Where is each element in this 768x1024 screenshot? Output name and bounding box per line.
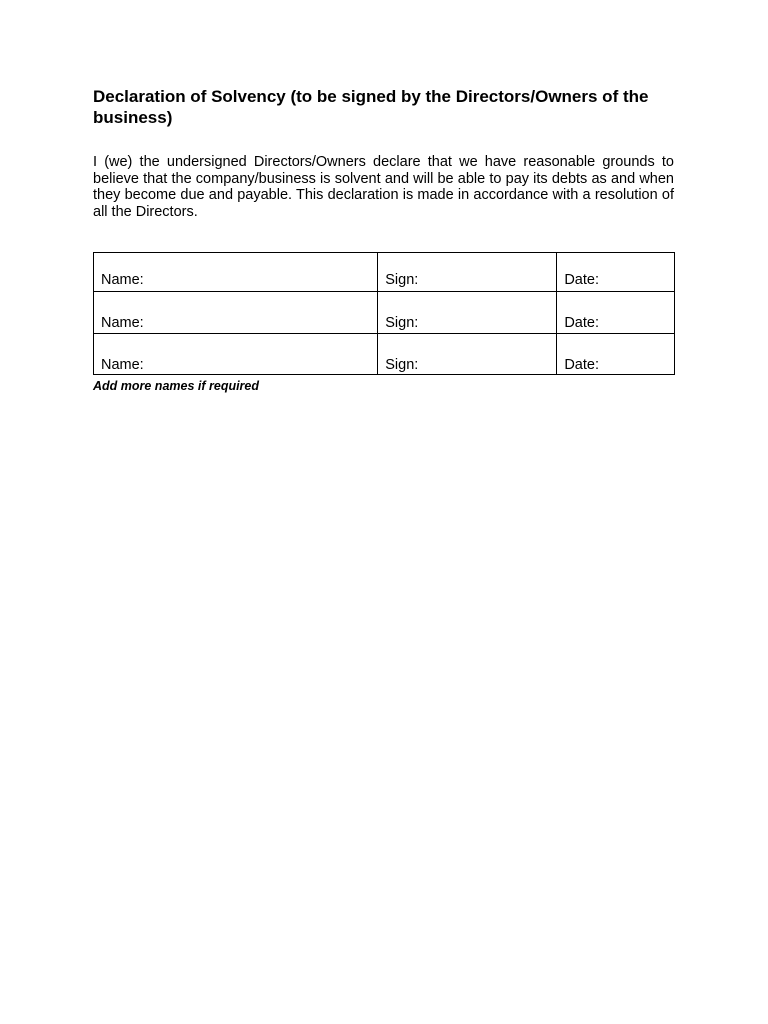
name-field[interactable]: Name:: [94, 292, 378, 334]
document-title: Declaration of Solvency (to be signed by the Directors/Owners of the business): [93, 87, 649, 127]
date-field[interactable]: Date:: [557, 253, 675, 292]
signatory-row: [94, 253, 675, 292]
signature-table: [93, 252, 675, 375]
add-names-note: Add more names if required: [93, 379, 260, 393]
sign-field[interactable]: Sign:: [378, 334, 557, 375]
signatory-row: [94, 334, 675, 375]
signatory-row: [94, 292, 675, 334]
date-field[interactable]: Date:: [557, 334, 675, 375]
declaration-text: I (we) the undersigned Directors/Owners declare that we have reasonable grounds to believe that the company/business is solvent and will be able to pay its debts as and when they become due and payable. This declaration is made in accordance with a resolution of all the Directors.: [93, 154, 674, 220]
name-field[interactable]: Name:: [94, 253, 378, 292]
sign-field[interactable]: Sign:: [378, 253, 557, 292]
name-field[interactable]: Name:: [94, 334, 378, 375]
sign-field[interactable]: Sign:: [378, 292, 557, 334]
date-field[interactable]: Date:: [557, 292, 675, 334]
